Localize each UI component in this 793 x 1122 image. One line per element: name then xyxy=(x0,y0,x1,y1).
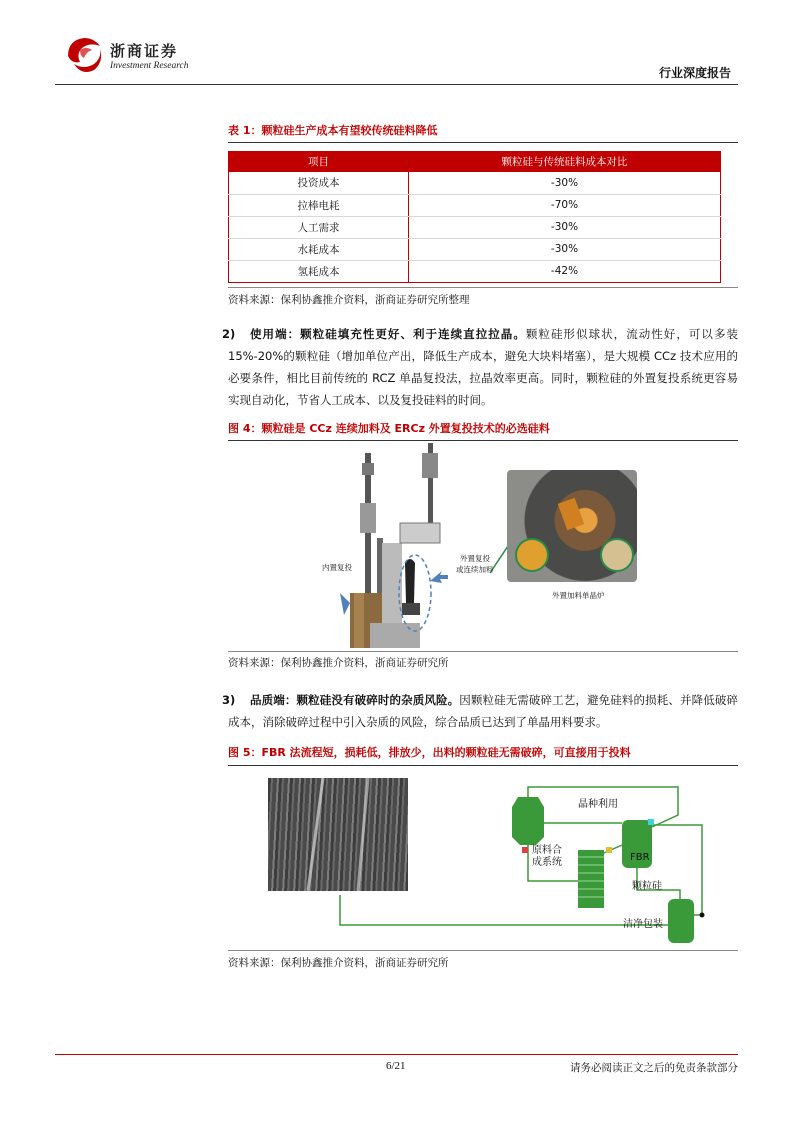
figure4-label-outer: 外置复投 xyxy=(460,554,490,563)
paragraph-quality xyxy=(222,689,739,733)
figure4-label-inner: 内置复投 xyxy=(322,563,352,572)
figure4-source-rule xyxy=(228,651,738,652)
table-cell-item: 水耗成本 xyxy=(229,238,409,260)
table-row xyxy=(229,260,721,282)
paragraph-usage xyxy=(222,323,739,411)
table1-source-rule xyxy=(228,287,738,288)
label-granular-silicon: 颗粒硅 xyxy=(632,881,662,892)
paragraph-text: 因颗粒硅无需破碎工艺，避免硅料的损耗、并降低破碎成本，消除破碎过程中引入杂质的风险，综合品质已达到了单晶用料要求。 xyxy=(228,693,739,729)
figure5-source: 资料来源：保利协鑫推介资料，浙商证券研究所 xyxy=(228,957,449,969)
table1-caption: 表 1：颗粒硅生产成本有望较传统硅料降低 xyxy=(228,124,438,137)
page-number: 6/21 xyxy=(386,1060,406,1072)
cost-comparison-table xyxy=(228,151,721,283)
paragraph-text: 颗粒硅形似球状，流动性好，可以多装 15%-20%的颗粒硅（增加单位产出，降低生产成本，避免大块料堵塞），是大规模 CCz 技术应用的必要条件，相比目前传统的 RCZ 单晶复投法，拉晶效率更高。同时，颗粒硅的外置复投系统更容易实现自动化，节省人工成本、以及复投硅料的时间。 xyxy=(228,327,739,407)
label-feed-synthesis-2: 成系统 xyxy=(532,857,562,868)
table1-source: 资料来源：保利协鑫推介资料，浙商证券研究所整理 xyxy=(228,294,470,306)
table-row xyxy=(229,216,721,238)
figure4-caption-rule xyxy=(228,440,738,441)
table-cell-value: -70% xyxy=(409,194,721,216)
paragraph-number: 2) xyxy=(222,327,236,341)
table-cell-item: 拉棒电耗 xyxy=(229,194,409,216)
company-logo xyxy=(60,34,108,74)
report-type: 行业深度报告 xyxy=(658,66,731,80)
table-cell-value: -42% xyxy=(409,260,721,282)
label-fbr: FBR xyxy=(630,852,650,863)
figure4-label-outer-2: 或连续加料 xyxy=(456,565,494,574)
figure5-caption-rule xyxy=(228,765,738,766)
table-row xyxy=(229,172,721,194)
figure4-caption: 图 4：颗粒硅是 CCz 连续加料及 ERCz 外置复投技术的必选硅料 xyxy=(228,422,550,435)
footer-divider xyxy=(55,1054,738,1055)
table-cell-item: 氢耗成本 xyxy=(229,260,409,282)
paragraph-number: 3) xyxy=(222,693,236,707)
figure5-caption: 图 5：FBR 法流程短，损耗低，排放少，出料的颗粒硅无需破碎，可直接用于投料 xyxy=(228,746,631,759)
table-row xyxy=(229,194,721,216)
table-header-cell: 项目 xyxy=(229,151,409,172)
label-clean-packaging: 洁净包装 xyxy=(623,919,663,930)
figure5-source-rule xyxy=(228,950,738,951)
table-cell-value: -30% xyxy=(409,238,721,260)
table-header-cell: 颗粒硅与传统硅料成本对比 xyxy=(409,151,721,172)
furnace-photo-detail xyxy=(507,470,637,582)
furnace-photo xyxy=(507,470,637,582)
brand-subtitle: Investment Research xyxy=(110,61,189,71)
header-divider xyxy=(55,84,738,85)
table-cell-value: -30% xyxy=(409,216,721,238)
figure4-label-furnace: 外置加料单晶炉 xyxy=(552,591,605,600)
paragraph-lead: 品质端：颗粒硅没有破碎时的杂质风险。 xyxy=(250,693,460,707)
table-cell-value: -30% xyxy=(409,172,721,194)
footer-disclaimer: 请务必阅读正文之后的免责条款部分 xyxy=(570,1062,738,1074)
paragraph-lead: 使用端：颗粒硅填充性更好、利于连续直拉拉晶。 xyxy=(250,327,526,341)
figure4-source: 资料来源：保利协鑫推介资料，浙商证券研究所 xyxy=(228,657,449,669)
brand-name: 浙商证券 xyxy=(110,42,179,60)
table-cell-item: 投资成本 xyxy=(229,172,409,194)
table-header-row xyxy=(229,151,721,172)
label-seed-reuse: 晶种利用 xyxy=(578,799,618,810)
table-cell-item: 人工需求 xyxy=(229,216,409,238)
table1-caption-rule xyxy=(228,142,738,143)
table-row xyxy=(229,238,721,260)
label-feed-synthesis: 原料合 xyxy=(532,845,562,856)
